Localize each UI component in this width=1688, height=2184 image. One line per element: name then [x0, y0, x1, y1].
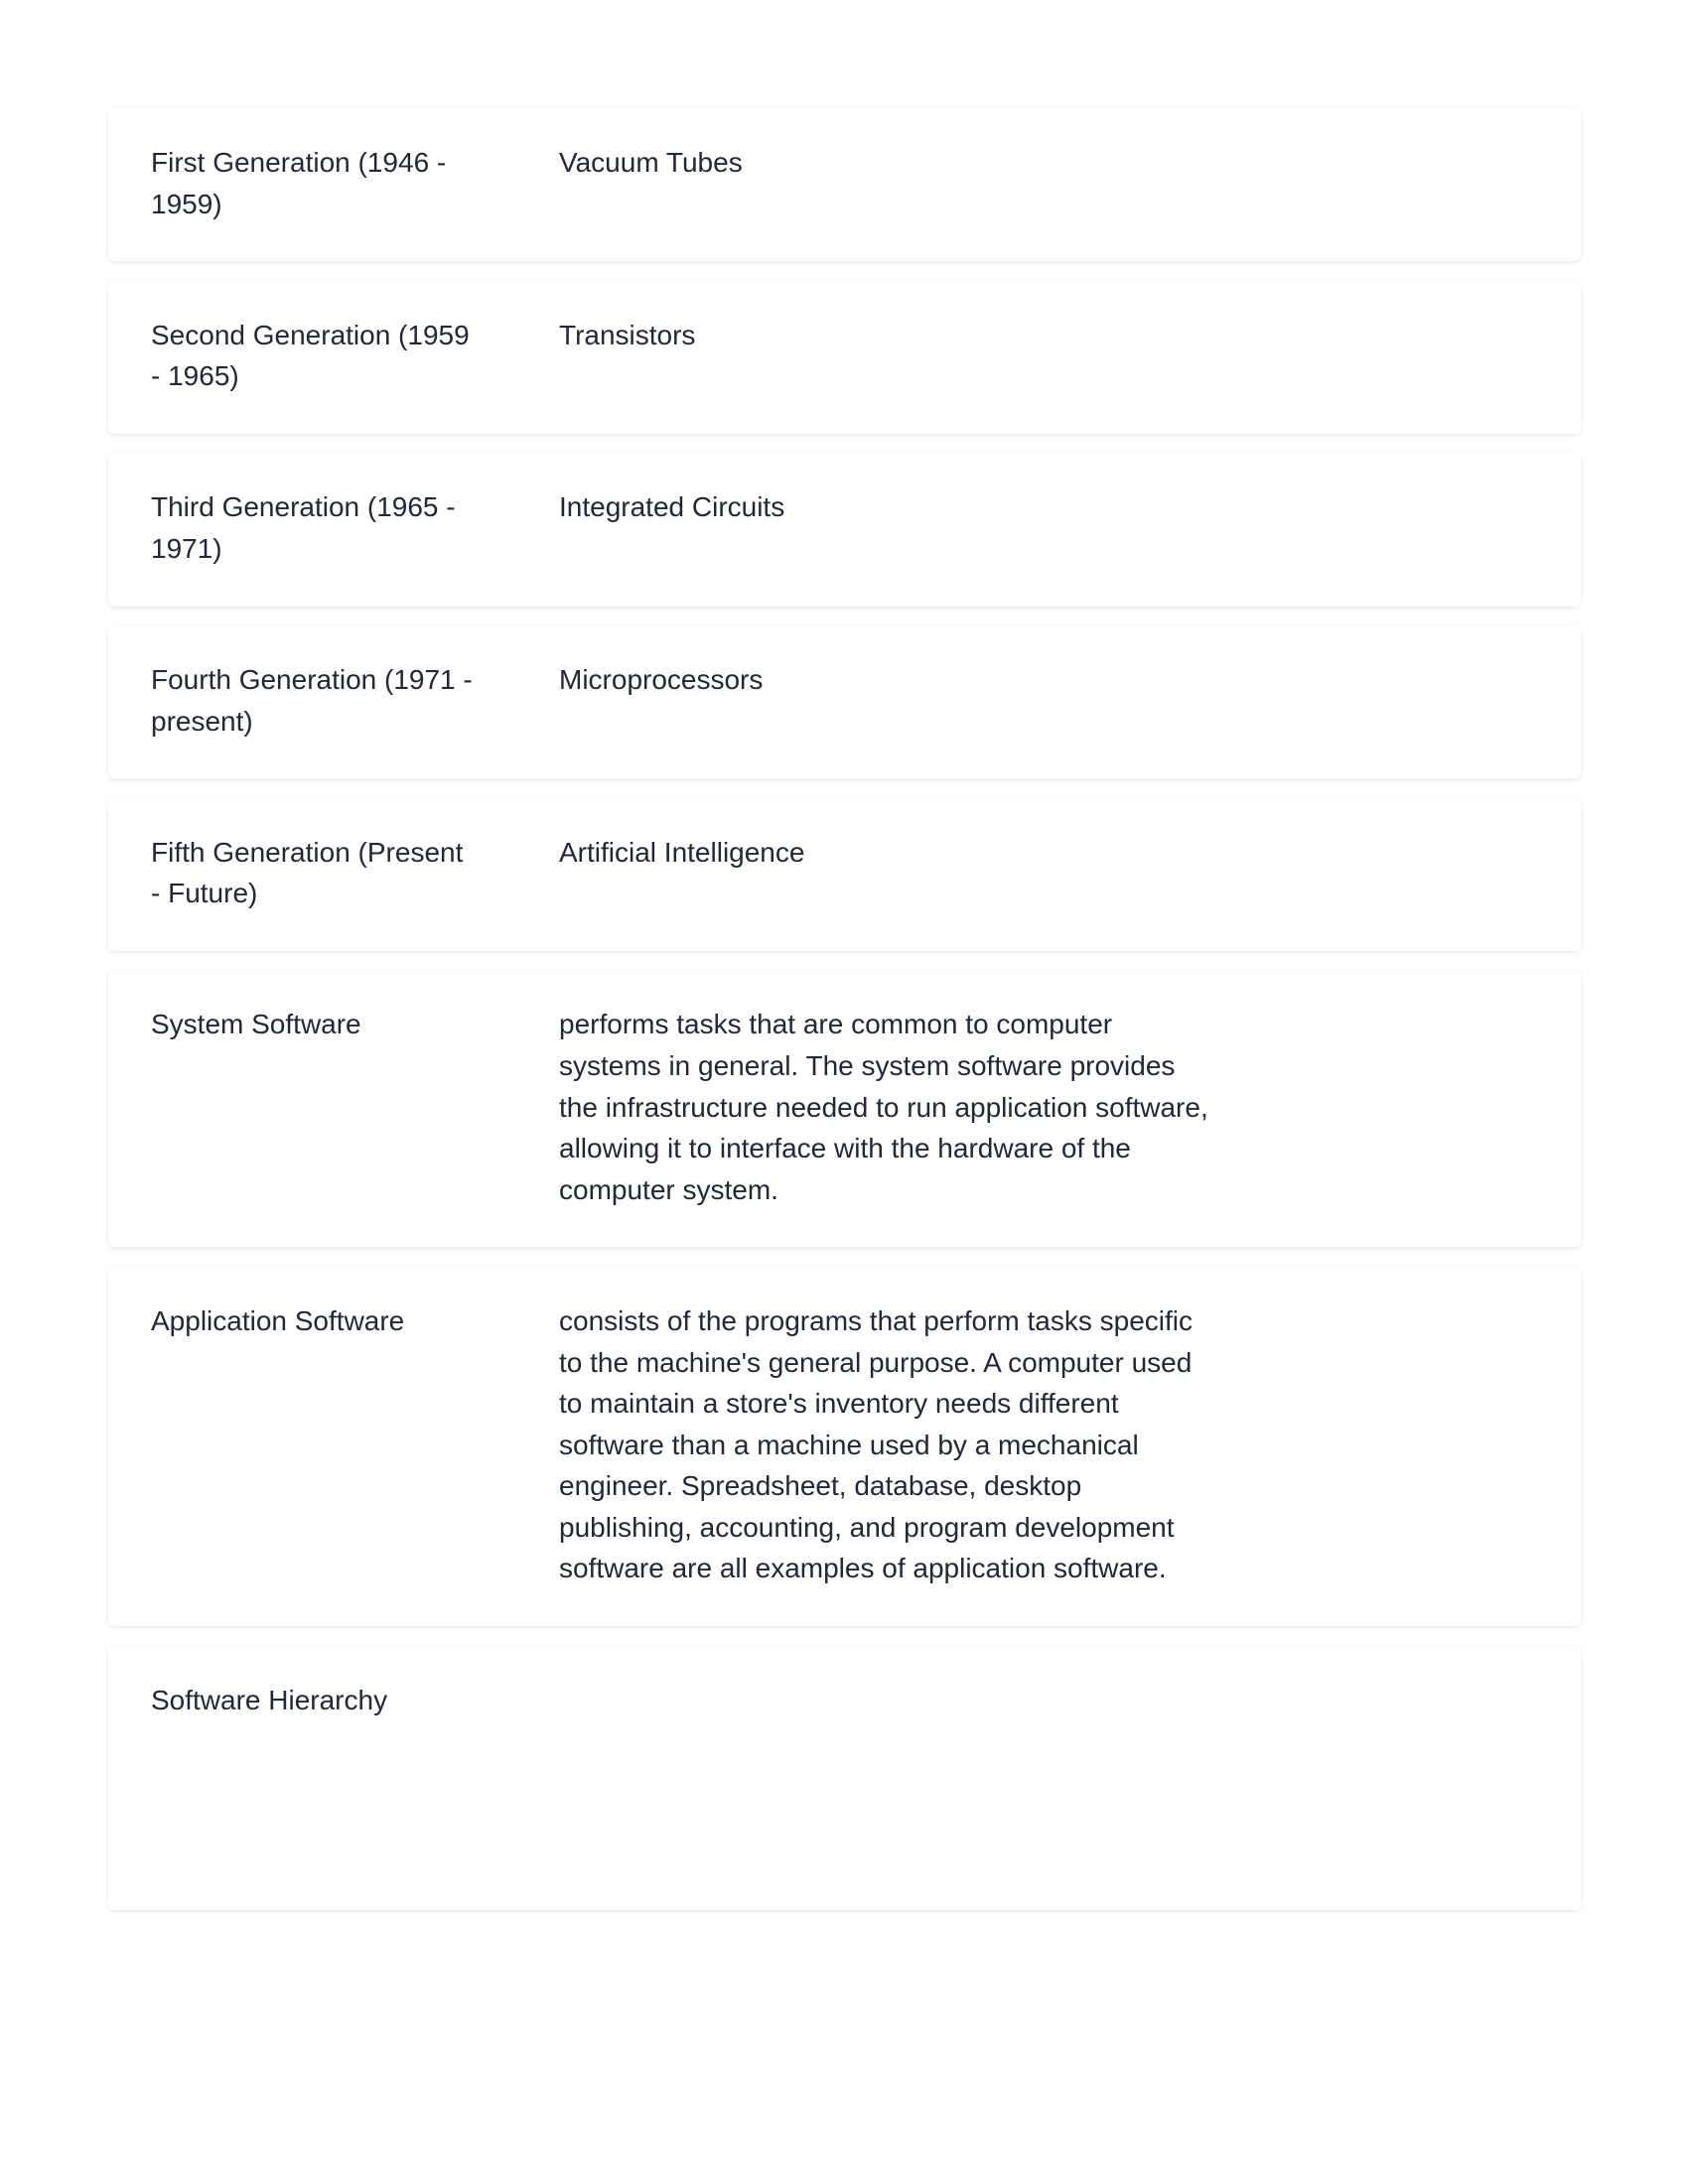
- card-term: First Generation (1946 - 1959): [151, 147, 447, 219]
- card-term: Fourth Generation (1971 - present): [151, 664, 473, 737]
- flashcard-first-generation: [108, 108, 1581, 261]
- flashcard-third-generation: [108, 453, 1581, 606]
- card-term: Fifth Generation (Present - Future): [151, 836, 464, 909]
- card-term: System Software: [151, 1009, 361, 1040]
- card-definition: Microprocessors: [559, 664, 764, 696]
- flashcard-list: [108, 108, 1581, 1929]
- card-definition: Transistors: [559, 319, 696, 350]
- card-term: Third Generation (1965 - 1971): [151, 491, 456, 564]
- card-definition-image-placeholder: [559, 1680, 1214, 1873]
- flashcard-software-hierarchy: [108, 1646, 1581, 1910]
- card-term: Software Hierarchy: [151, 1684, 388, 1715]
- card-term: Second Generation (1959 - 1965): [151, 319, 470, 392]
- flashcard-application-software: [108, 1267, 1581, 1626]
- card-definition: Integrated Circuits: [559, 491, 785, 523]
- card-definition: consists of the programs that perform tasks specific to the machine's general purpose. A computer used to maintain a store's inventory needs different software than a machine used by a mechanical engineer. Spreadsheet, database, desktop publishing, accounting, and program development software are all examples of application software.: [559, 1304, 1194, 1584]
- card-definition: Artificial Intelligence: [559, 836, 805, 868]
- flashcard-fifth-generation: [108, 798, 1581, 951]
- card-definition: performs tasks that are common to computer systems in general. The system software provides the infrastructure needed to run application software, allowing it to interface with the hardware of the computer system.: [559, 1009, 1208, 1205]
- flashcard-fourth-generation: [108, 625, 1581, 778]
- card-definition: Vacuum Tubes: [559, 147, 743, 178]
- flashcard-system-software: [108, 970, 1581, 1247]
- flashcard-second-generation: [108, 281, 1581, 434]
- card-term: Application Software: [151, 1304, 405, 1336]
